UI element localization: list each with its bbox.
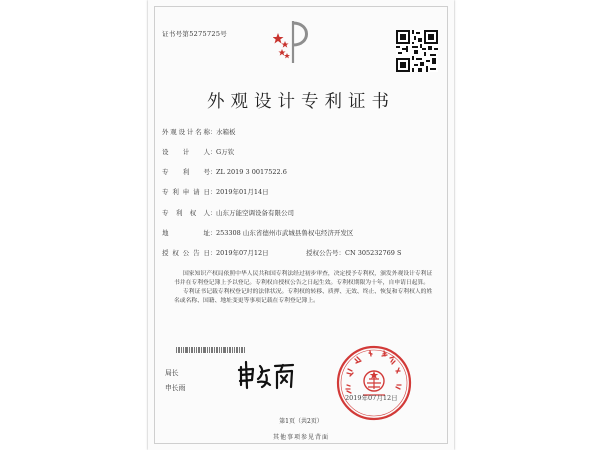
page-number: 第1页（共2页） <box>279 418 323 425</box>
field-address: 地址：253308 山东省德州市武城县鲁权屯经济开发区 <box>162 229 354 237</box>
field-value: 山东万能空调设备有限公司 <box>216 209 294 217</box>
certificate-number: 证书号第5275725号 <box>162 30 228 38</box>
field-label: 设计人 <box>162 148 210 156</box>
field-patentee: 专利权人：山东万能空调设备有限公司 <box>162 209 294 217</box>
certificate-body <box>174 270 436 306</box>
field-label: 授权公告号 <box>306 249 339 257</box>
patent-emblem-icon <box>273 17 313 67</box>
field-label: 专利权人 <box>162 209 210 217</box>
director-name: 申长雨 <box>165 384 186 392</box>
field-value: CN 305232769 S <box>345 249 402 257</box>
qr-code-icon <box>396 30 438 72</box>
field-label: 授权公告日 <box>162 249 210 257</box>
official-seal-icon <box>336 345 412 421</box>
field-value: 水箱板 <box>216 128 236 136</box>
field-value: 2019年01月14日 <box>216 188 269 196</box>
field-grant-date: 授权公告日：2019年07月12日 <box>162 249 269 257</box>
field-value: ZL 2019 3 0017522.6 <box>216 168 287 176</box>
field-application-date: 专利申请日：2019年01月14日 <box>162 188 269 196</box>
barcode-strip-icon <box>176 347 246 353</box>
field-patent-number: 专利号：ZL 2019 3 0017522.6 <box>162 168 287 176</box>
field-value: G万钦 <box>216 148 235 156</box>
field-label: 专利号 <box>162 168 210 176</box>
paragraph-grant-statement: 国家知识产权局依照中华人民共和国专利法经过初步审查，决定授予专利权，颁发外观设计专利证书并在专利登记簿上予以登记。专利权自授权公告之日起生效。专利权期限为十年，自申请日起算。 <box>174 271 433 286</box>
patent-certificate <box>148 0 454 450</box>
field-label: 专利申请日 <box>162 188 210 196</box>
field-label: 外观设计名称 <box>162 128 210 136</box>
certificate-title: 外观设计专利证书 <box>207 92 395 112</box>
field-label: 地址 <box>162 229 210 237</box>
footer-note: 其他事项参见背面 <box>272 434 329 441</box>
field-value: 253308 山东省德州市武城县鲁权屯经济开发区 <box>216 229 354 237</box>
director-signature-icon <box>236 358 298 390</box>
field-design-name: 外观设计名称：水箱板 <box>162 128 236 136</box>
paragraph-legal-status: 专利证书记载专利权登记时的法律状况。专利权的转移、质押、无效、终止、恢复和专利权人的姓名或名称、国籍、地址变更等事项记载在专利登记簿上。 <box>174 289 433 304</box>
field-designer: 设计人：G万钦 <box>162 148 235 156</box>
director-title: 局长 <box>165 369 179 377</box>
seal-date: 2019年07月12日 <box>345 394 398 402</box>
field-value: 2019年07月12日 <box>216 249 269 257</box>
field-grant-publication-number: 授权公告号：CN 305232769 S <box>306 249 402 257</box>
